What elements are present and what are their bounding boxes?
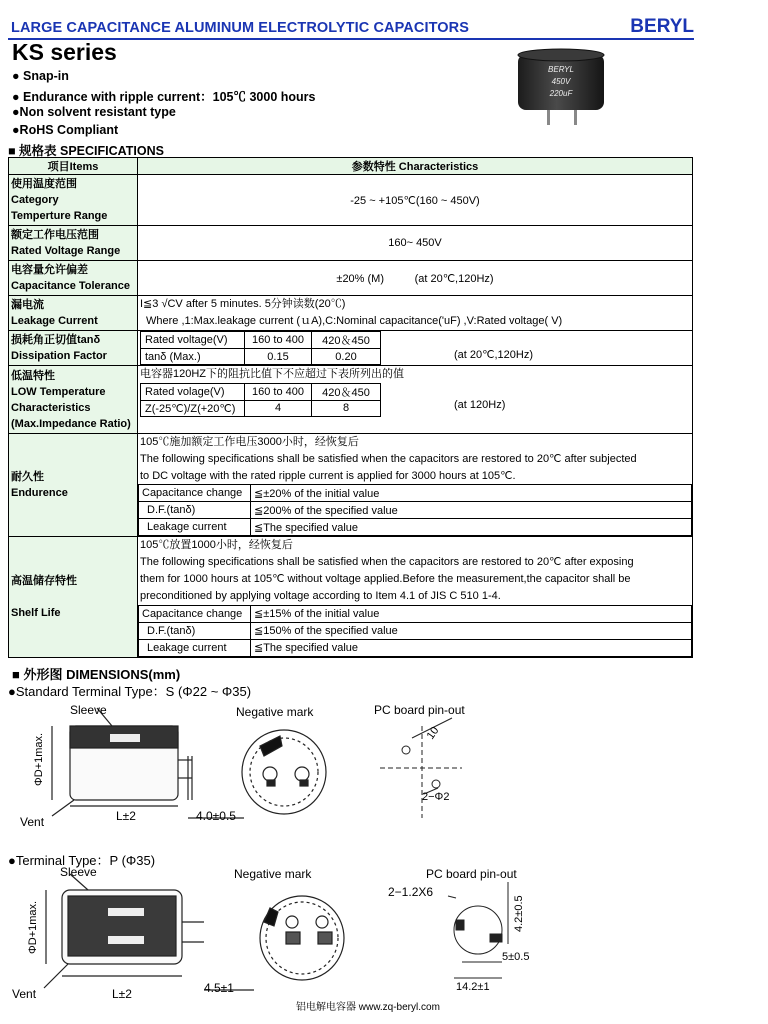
s-sleeve-label: Sleeve — [70, 703, 107, 717]
voltage-range-value: 160~ 450V — [138, 226, 693, 261]
leakage-formula: I≦3 √CV after 5 minutes. 5分钟读数(20℃) — [140, 298, 346, 311]
photo-voltage: 450V — [551, 77, 571, 86]
feature-item: ●Non solvent resistant type — [12, 105, 176, 119]
low-temperature-note: (at 120Hz) — [454, 399, 506, 411]
document-title: LARGE CAPACITANCE ALUMINUM ELECTROLYTIC CAPACITORS — [11, 20, 469, 36]
row-label-shelf-life: 高温储存特性 Shelf Life — [9, 537, 138, 657]
spec-heading: ■ 规格表 SPECIFICATIONS — [8, 144, 164, 158]
capacitor-photo — [514, 48, 610, 126]
leakage-value — [138, 296, 693, 331]
specifications-table — [8, 157, 693, 658]
row-label-voltage: 额定工作电压范围 Rated Voltage Range — [9, 226, 138, 261]
s-diameter-label: ΦD+1max. — [33, 732, 45, 786]
s-pitch-label: 10 — [424, 724, 442, 742]
row-label-leakage: 漏电流 Leakage Current — [9, 296, 138, 331]
p-pcb-label: PC board pin-out — [426, 867, 517, 881]
s-type-drawing — [12, 698, 482, 836]
leakage-where: Where ,1:Max.leakage current (ｕA),C:Nominal capacitance('uF) ,V:Rated voltage( V) — [146, 315, 563, 327]
header-items: 项目Items — [9, 158, 138, 175]
footer-text: 铝电解电容器 www.zq-beryl.com — [296, 1002, 440, 1013]
dimensions-heading: ■ 外形图 DIMENSIONS(mm) — [12, 667, 181, 682]
series-title: KS series — [12, 39, 117, 65]
s-holes-label: 2−Φ2 — [422, 791, 450, 803]
feature-item: ● Snap-in — [12, 69, 69, 83]
standard-terminal-type: ●Standard Terminal Type：S (Φ22 ~ Φ35) — [8, 684, 252, 699]
p-negative-mark-label: Negative mark — [234, 867, 312, 881]
feature-item: ● Endurance with ripple current：105℃ 3000 hours — [12, 90, 316, 104]
s-negative-mark-label: Negative mark — [236, 705, 314, 719]
p-type-drawing — [8, 862, 548, 1000]
low-temperature-value: 电容器120HZ下的阻抗比值下不应超过下表所列出的值 Rated volage(V) 160 to 400 420＆450 Z(-25℃)/Z(+20℃) 4 8 (at 120Hz) — [138, 366, 693, 434]
s-length-label: L±2 — [116, 809, 136, 823]
p-pin-label: 4.5±1 — [204, 981, 234, 995]
row-label-tolerance: 电容量允许偏差 Capacitance Tolerance — [9, 261, 138, 296]
p-terminal-type: ●Terminal Type：P (Φ35) — [8, 853, 156, 868]
tolerance-value: ±20% (M) (at 20℃,120Hz) — [138, 261, 693, 296]
p-dim-offset: 5±0.5 — [502, 951, 530, 963]
endurance-value: 105℃施加额定工作电压3000小时，经恢复后 The following specifications shall be satisfied when the capacitors are restored to 20℃ after subjected to DC voltage with the rated ripple current is applied for 3000 hours at 105℃. Capacitance change ≦±20% of the initial value D.F.(tanδ) ≦200% of the specified value Leakage current ≦The specified value — [138, 434, 693, 537]
p-length-label: L±2 — [112, 987, 132, 1000]
s-pin-label: 4.0±0.5 — [196, 809, 236, 823]
photo-brand: BERYL — [548, 65, 574, 74]
brand-name: BERYL — [630, 16, 694, 37]
p-dim-width: 14.2±1 — [456, 981, 490, 993]
row-label-low-temperature: 低温特性 LOW Temperature Characteristics (Max.Impedance Ratio) — [9, 366, 138, 434]
p-sleeve-label: Sleeve — [60, 865, 97, 879]
temperature-range-value: -25 ~ +105℃(160 ~ 450V) — [138, 175, 693, 226]
photo-capacitance: 220uF — [549, 89, 573, 98]
row-label-dissipation: 损耗角正切值tanδ Dissipation Factor — [9, 331, 138, 366]
p-vent-label: Vent — [12, 987, 37, 1000]
p-dim-vertical: 4.2±0.5 — [513, 895, 525, 932]
p-diameter-label: ΦD+1max. — [27, 900, 39, 954]
s-vent-label: Vent — [20, 815, 45, 829]
row-label-temperature: 使用温度范围 Category Temperture Range — [9, 175, 138, 226]
shelf-life-value: 105℃放置1000小时，经恢复后 The following specifications shall be satisfied when the capacitors are restored to 20℃ after exposing them for 1000 hours at 105℃ without voltage applied.Before the measurement,the capacitor shall be preconditioned by applying voltage according to Item 4.1 of JIS C 510 1-4. Capacitance change ≦±15% of the initial value D.F.(tanδ) ≦150% of the specified value Leakage current ≦The specified value — [138, 537, 693, 657]
row-label-endurance: 耐久性 Endurence — [9, 434, 138, 537]
feature-item: ●RoHS Compliant — [12, 123, 119, 137]
s-pcb-label: PC board pin-out — [374, 703, 465, 717]
dissipation-value: Rated voltage(V) 160 to 400 420＆450 tanδ (Max.) 0.15 0.20 (at 20℃,120Hz) — [138, 331, 693, 366]
p-holes-label: 2−1.2X6 — [388, 885, 434, 899]
dissipation-note: (at 20℃,120Hz) — [454, 349, 533, 361]
header-characteristics: 参数特性 Characteristics — [138, 158, 693, 175]
